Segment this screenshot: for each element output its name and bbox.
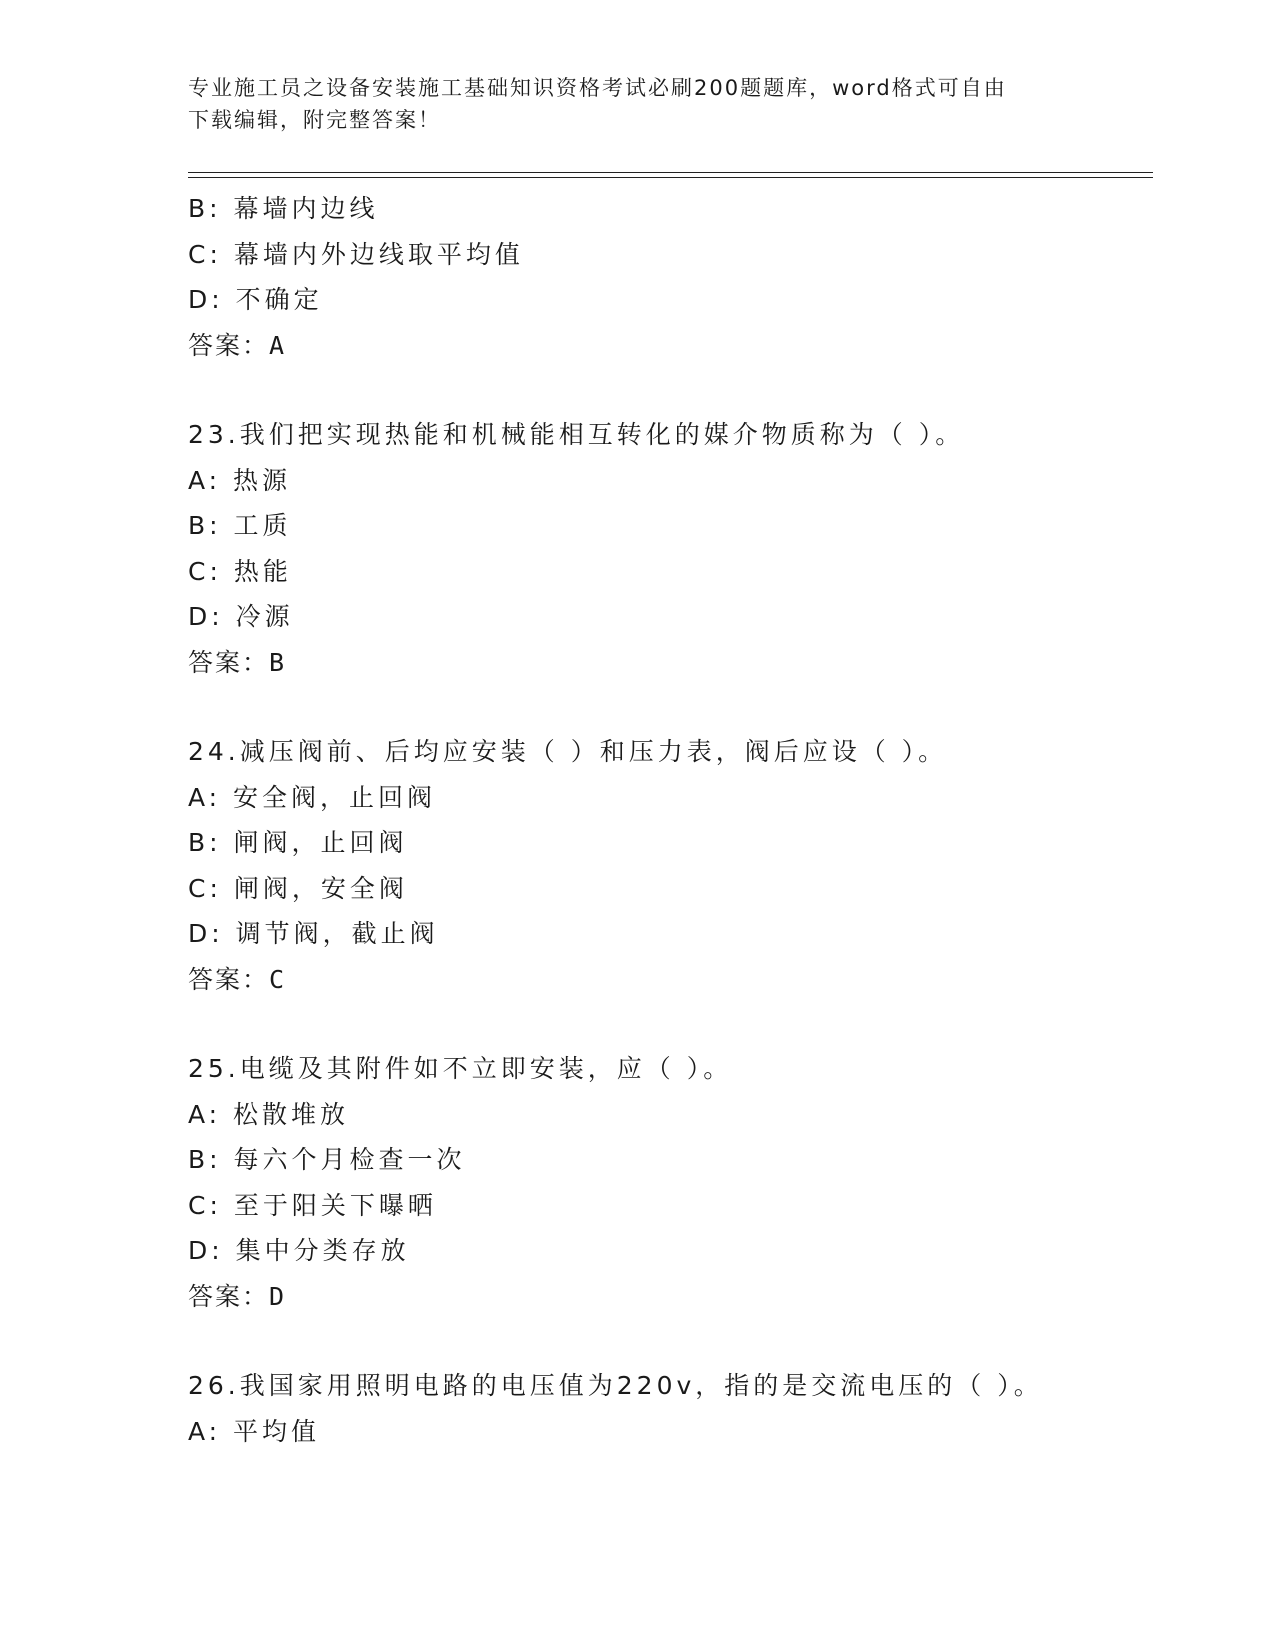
option-c: C: 闸阀，安全阀 bbox=[188, 873, 408, 903]
header-divider-bottom bbox=[188, 177, 1153, 178]
question-stem: 24.减压阀前、后均应安装（ ）和压力表，阀后应设（ ）。 bbox=[188, 737, 948, 766]
option-d: D: 调节阀，截止阀 bbox=[188, 919, 439, 948]
header-title-line-1: 专业施工员之设备安装施工基础知识资格考试必刷200题题库，word格式可自由 bbox=[188, 76, 1007, 100]
option-b: B: 每六个月检查一次 bbox=[188, 1145, 466, 1174]
question-stem: 23.我们把实现热能和机械能相互转化的媒介物质称为（ ）。 bbox=[188, 420, 965, 449]
header-title-line-2: 下载编辑，附完整答案！ bbox=[188, 108, 441, 132]
option-c: C: 至于阳关下曝晒 bbox=[188, 1190, 437, 1220]
question-26 bbox=[188, 1363, 1148, 1454]
option-d: D: 集中分类存放 bbox=[188, 1236, 410, 1265]
answer-line: 答案：A bbox=[188, 330, 287, 360]
option-b: B: 闸阀，止回阀 bbox=[188, 828, 408, 857]
answer-line: 答案：D bbox=[188, 1281, 287, 1311]
spacer bbox=[188, 1319, 1148, 1363]
question-23 bbox=[188, 412, 1148, 685]
option-c: C: 热能 bbox=[188, 556, 292, 586]
option-c: C: 幕墙内外边线取平均值 bbox=[188, 239, 524, 269]
question-list bbox=[188, 186, 1148, 1454]
answer-line: 答案：C bbox=[188, 964, 287, 994]
option-d: D: 不确定 bbox=[188, 285, 323, 314]
option-a: A: 安全阀，止回阀 bbox=[188, 782, 437, 812]
spacer bbox=[188, 685, 1148, 729]
spacer bbox=[188, 1002, 1148, 1046]
option-b: B: 工质 bbox=[188, 511, 292, 540]
question-25 bbox=[188, 1046, 1148, 1319]
question-stem: 26.我国家用照明电路的电压值为220v，指的是交流电压的（ ）。 bbox=[188, 1371, 1043, 1400]
question-stem: 25.电缆及其附件如不立即安装，应（ ）。 bbox=[188, 1054, 733, 1083]
option-a: A: 松散堆放 bbox=[188, 1099, 350, 1129]
header-divider-top bbox=[188, 172, 1153, 173]
option-a: A: 平均值 bbox=[188, 1416, 321, 1446]
partial-question bbox=[188, 186, 1148, 368]
option-b: B: 幕墙内边线 bbox=[188, 194, 379, 223]
spacer bbox=[188, 368, 1148, 412]
option-d: D: 冷源 bbox=[188, 602, 294, 631]
question-24 bbox=[188, 729, 1148, 1002]
answer-line: 答案：B bbox=[188, 647, 287, 677]
document-header bbox=[188, 72, 1068, 136]
option-a: A: 热源 bbox=[188, 465, 292, 495]
